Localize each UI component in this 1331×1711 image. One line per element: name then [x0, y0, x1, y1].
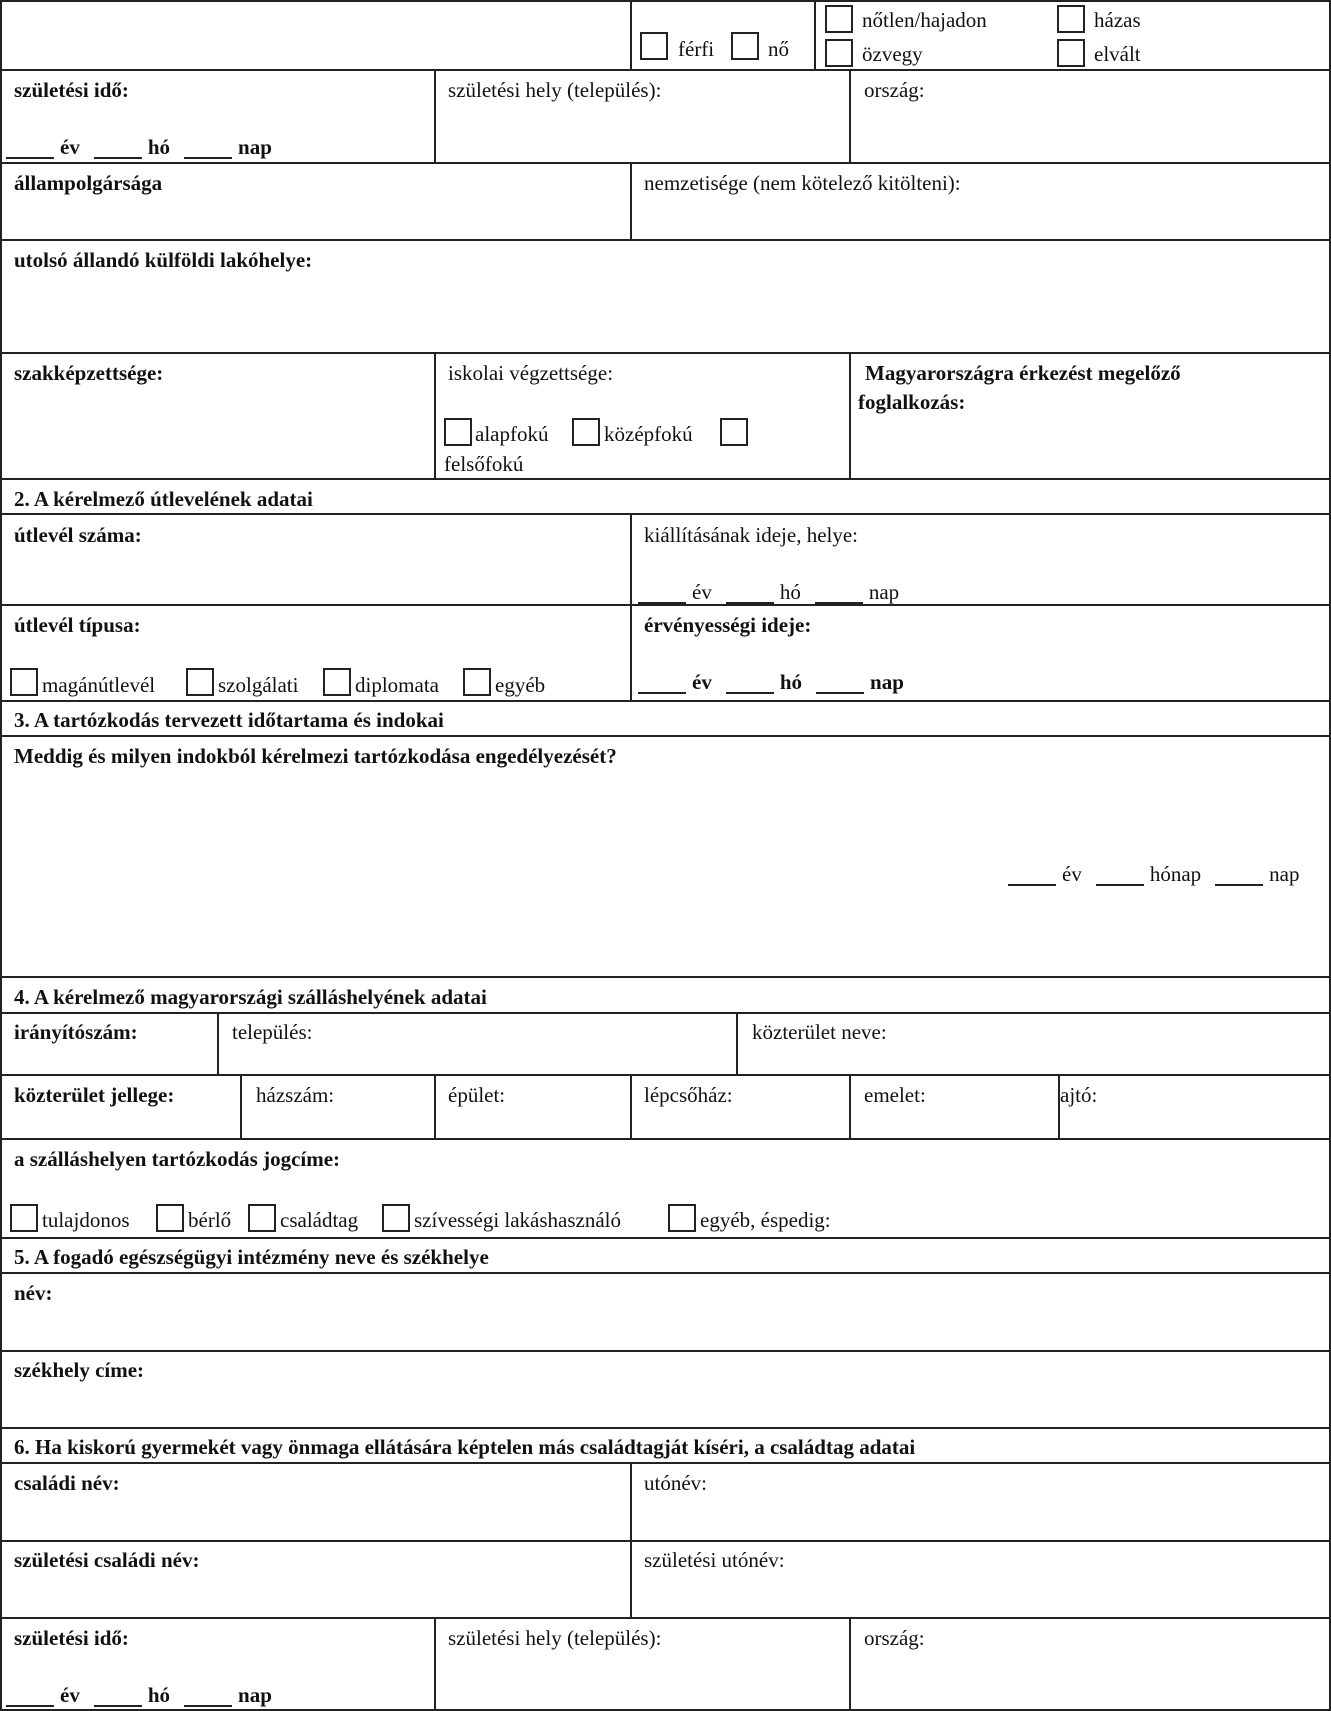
building-label: épület:	[448, 1083, 506, 1107]
passport-number-label: útlevél száma:	[14, 523, 142, 547]
day-label: nap	[238, 135, 272, 159]
divorced-label: elvált	[1094, 42, 1141, 66]
qualification-label: szakképzettsége:	[14, 361, 164, 385]
passport-service-checkbox[interactable]	[186, 668, 214, 696]
year-label: év	[692, 580, 712, 604]
married-checkbox[interactable]	[1057, 5, 1085, 33]
given-name-label: utónév:	[644, 1471, 707, 1495]
house-number-label: házszám:	[256, 1083, 335, 1107]
occupation-label: Magyarországra érkezést megelőző	[865, 361, 1181, 385]
row-divider	[0, 1350, 1331, 1352]
day-label: nap	[870, 670, 904, 694]
door-label: ajtó:	[1060, 1083, 1098, 1107]
row-divider	[0, 1540, 1331, 1542]
col-divider	[814, 0, 816, 69]
birth-given-name-label: születési utónév:	[644, 1548, 785, 1572]
year-label: év	[60, 1683, 80, 1707]
education-higher-label: felsőfokú	[444, 452, 524, 476]
married-label: házas	[1094, 8, 1141, 32]
row-divider	[0, 162, 1331, 164]
col-divider	[849, 1074, 851, 1138]
occupation-label-cont: foglalkozás:	[858, 390, 966, 414]
widowed-checkbox[interactable]	[825, 39, 853, 67]
col-divider	[630, 0, 632, 69]
male-checkbox[interactable]	[640, 32, 668, 60]
female-label: nő	[768, 37, 789, 61]
education-label: iskolai végzettsége:	[448, 361, 614, 385]
row-divider	[0, 735, 1331, 737]
col-divider	[434, 1074, 436, 1138]
year-label: év	[60, 135, 80, 159]
col-divider	[630, 1462, 632, 1617]
owner-checkbox[interactable]	[10, 1204, 38, 1232]
row-divider	[0, 1237, 1331, 1239]
stay-reason-question: Meddig és milyen indokból kérelmezi tartózkodása engedélyezését?	[14, 744, 617, 768]
passport-service-label: szolgálati	[218, 673, 299, 697]
female-checkbox[interactable]	[731, 32, 759, 60]
citizenship-label: állampolgársága	[14, 171, 163, 195]
section-5-title: 5. A fogadó egészségügyi intézmény neve és székhelye	[14, 1245, 489, 1269]
col-divider	[217, 1012, 219, 1074]
tenant-checkbox[interactable]	[156, 1204, 184, 1232]
col-divider	[434, 1617, 436, 1711]
row-divider	[0, 69, 1331, 71]
row-divider	[0, 700, 1331, 702]
education-higher-checkbox[interactable]	[720, 418, 748, 446]
row-divider	[0, 239, 1331, 241]
col-divider	[630, 1074, 632, 1138]
row-divider	[0, 604, 1331, 606]
col-divider	[849, 1617, 851, 1711]
month-label: hó	[147, 135, 171, 159]
row-divider	[0, 976, 1331, 978]
education-secondary-checkbox[interactable]	[572, 418, 600, 446]
month-label: hó	[779, 580, 801, 604]
education-basic-checkbox[interactable]	[444, 418, 472, 446]
street-name-label: közterület neve:	[752, 1020, 887, 1044]
passport-type-label: útlevél típusa:	[14, 613, 141, 637]
form-border-top	[0, 0, 1331, 2]
validity-date-fields[interactable]	[638, 670, 904, 694]
year-label: év	[692, 670, 712, 694]
passport-private-label: magánútlevél	[42, 673, 156, 697]
tenant-label: bérlő	[188, 1208, 232, 1232]
member-birth-date-fields[interactable]	[6, 1683, 272, 1707]
month-label: hónap	[1149, 862, 1202, 886]
col-divider	[736, 1012, 738, 1074]
row-divider	[0, 1462, 1331, 1464]
settlement-label: település:	[232, 1020, 313, 1044]
passport-diplomatic-label: diplomata	[355, 673, 439, 697]
staircase-label: lépcsőház:	[644, 1083, 733, 1107]
row-divider	[0, 478, 1331, 480]
passport-diplomatic-checkbox[interactable]	[323, 668, 351, 696]
month-label: hó	[779, 670, 803, 694]
year-label: év	[1062, 862, 1082, 886]
education-secondary-label: középfokú	[604, 422, 693, 446]
passport-other-checkbox[interactable]	[463, 668, 491, 696]
family-member-label: családtag	[280, 1208, 359, 1232]
last-residence-label: utolsó állandó külföldi lakóhelye:	[14, 248, 313, 272]
row-divider	[0, 352, 1331, 354]
birth-place-label: születési hely (település):	[448, 78, 662, 102]
floor-label: emelet:	[864, 1083, 926, 1107]
col-divider	[434, 352, 436, 478]
other-title-checkbox[interactable]	[668, 1204, 696, 1232]
validity-label: érvényességi ideje:	[644, 613, 812, 637]
row-divider	[0, 1138, 1331, 1140]
row-divider	[0, 1427, 1331, 1429]
divorced-checkbox[interactable]	[1057, 39, 1085, 67]
section-6-title: 6. Ha kiskorú gyermekét vagy önmaga ellátására képtelen más családtagját kíséri, a családtag adatai	[14, 1435, 916, 1459]
street-type-label: közterület jellege:	[14, 1083, 175, 1107]
day-label: nap	[238, 1683, 272, 1707]
nationality-label: nemzetisége (nem kötelező kitölteni):	[644, 171, 961, 195]
form-border-left	[0, 0, 2, 1711]
section-4-title: 4. A kérelmező magyarországi szálláshelyének adatai	[14, 985, 487, 1009]
issue-date-place-label: kiállításának ideje, helye:	[644, 523, 858, 547]
section-2-title: 2. A kérelmező útlevelének adatai	[14, 487, 313, 511]
member-birth-place-label: születési hely (település):	[448, 1626, 662, 1650]
institution-address-label: székhely címe:	[14, 1358, 145, 1382]
row-divider	[0, 513, 1331, 515]
col-divider	[849, 69, 851, 162]
col-divider	[240, 1074, 242, 1138]
education-basic-label: alapfokú	[475, 422, 549, 446]
row-divider	[0, 1617, 1331, 1619]
section-3-title: 3. A tartózkodás tervezett időtartama és indokai	[14, 708, 444, 732]
residence-title-label: a szálláshelyen tartózkodás jogcíme:	[14, 1147, 341, 1171]
row-divider	[0, 1272, 1331, 1274]
row-divider	[0, 1074, 1331, 1076]
courtesy-use-label: szívességi lakáshasználó	[414, 1208, 622, 1232]
courtesy-use-checkbox[interactable]	[382, 1204, 410, 1232]
member-birth-country-label: ország:	[864, 1626, 925, 1650]
family-name-label: családi név:	[14, 1471, 120, 1495]
day-label: nap	[1269, 862, 1300, 886]
stay-duration-fields[interactable]	[1008, 862, 1299, 886]
passport-private-checkbox[interactable]	[10, 668, 38, 696]
birth-date-fields[interactable]	[6, 135, 272, 159]
col-divider	[630, 513, 632, 700]
col-divider	[849, 352, 851, 478]
single-checkbox[interactable]	[825, 5, 853, 33]
issue-date-fields[interactable]	[638, 580, 899, 604]
col-divider	[434, 69, 436, 162]
other-title-label: egyéb, éspedig:	[700, 1208, 831, 1232]
single-label: nőtlen/hajadon	[862, 8, 987, 32]
birth-country-label: ország:	[864, 78, 925, 102]
member-birth-date-label: születési idő:	[14, 1626, 129, 1650]
widowed-label: özvegy	[862, 42, 923, 66]
col-divider	[630, 162, 632, 239]
family-member-checkbox[interactable]	[248, 1204, 276, 1232]
male-label: férfi	[678, 37, 715, 61]
birth-family-name-label: születési családi név:	[14, 1548, 200, 1572]
passport-other-label: egyéb	[495, 673, 546, 697]
zip-label: irányítószám:	[14, 1020, 138, 1044]
birth-date-label: születési idő:	[14, 78, 129, 102]
day-label: nap	[868, 580, 900, 604]
owner-label: tulajdonos	[42, 1208, 130, 1232]
month-label: hó	[147, 1683, 171, 1707]
institution-name-label: név:	[14, 1281, 53, 1305]
row-divider	[0, 1012, 1331, 1014]
